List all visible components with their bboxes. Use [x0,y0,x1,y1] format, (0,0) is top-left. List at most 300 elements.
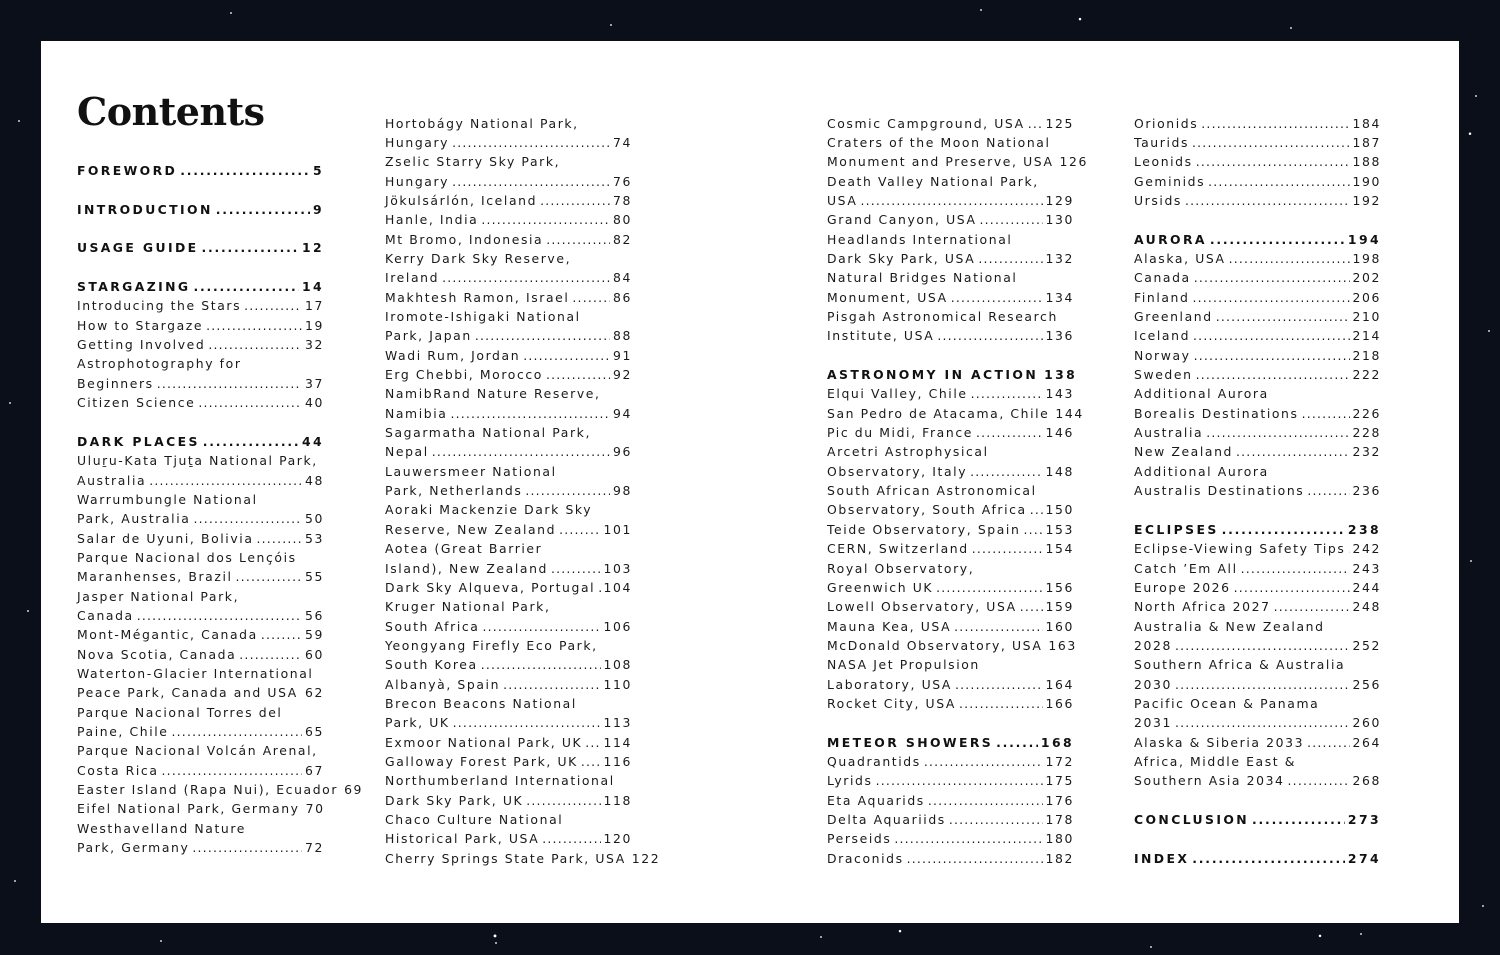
toc-entry-title: Introducing the Stars [77,298,242,314]
toc-entry[interactable] [77,683,324,702]
toc-entry-title: Beginners [77,375,154,391]
page-number: 106 [603,618,632,634]
toc-entry-title: Europe 2026 [1134,579,1231,595]
toc-entry[interactable] [77,645,324,664]
dot-leader [180,161,310,180]
toc-entry[interactable] [827,326,1074,345]
toc-entry[interactable] [1134,481,1381,500]
toc-entry-title: Park, Netherlands [385,483,523,499]
page-number: 178 [1045,811,1074,827]
toc-entry-title: Park, Japan [385,328,472,344]
toc-entry[interactable] [1134,404,1381,423]
toc-entry[interactable] [827,636,1077,655]
toc-entry-title: Rocket City, USA [827,695,957,711]
page-number: 118 [603,792,632,808]
toc-entry[interactable] [385,559,632,578]
dot-leader [1192,288,1349,307]
toc-entry-title: Ireland [385,270,440,286]
toc-entry[interactable] [1134,172,1381,191]
page-number: 238 [1347,521,1381,537]
toc-entry[interactable] [1134,307,1381,326]
toc-entry[interactable] [827,404,1084,423]
dot-leader [970,462,1042,481]
dot-leader [216,200,310,219]
toc-entry[interactable] [385,404,632,423]
toc-entry-title: Southern Asia 2034 [1134,773,1285,789]
dot-leader [452,133,610,152]
page-number: 96 [613,444,632,460]
toc-entry-line: NamibRand Nature Reserve, [385,386,601,402]
toc-entry[interactable] [1134,249,1381,268]
toc-entry[interactable] [827,829,1074,848]
toc-entry-line: NASA Jet Propulsion [827,657,980,673]
toc-entry-title: Island), New Zealand [385,560,548,576]
toc-entry-title: FOREWORD [77,163,178,178]
toc-entry[interactable] [385,326,632,345]
toc-section[interactable] [827,733,1074,752]
toc-entry-line: Waterton-Glacier International [77,665,314,681]
toc-entry-title: INTRODUCTION [77,201,213,217]
toc-entry-title: Park, Germany [77,840,190,856]
toc-entry-title: AURORA [1134,231,1207,247]
toc-entry[interactable] [77,393,324,412]
toc-entry-line: Westhavelland Nature [77,820,247,836]
toc-entry-title: New Zealand [1134,444,1234,460]
toc-entry-title: Observatory, Italy [827,463,968,479]
toc-entry[interactable] [1134,771,1381,790]
dot-leader [523,346,610,365]
page-number: 226 [1352,405,1381,421]
dot-leader [208,335,302,354]
toc-entry-title: Dark Sky Park, USA [827,251,976,266]
dot-leader [1222,520,1345,539]
dot-leader [585,733,600,752]
toc-entry-title: Alaska & Siberia 2033 [1134,734,1305,750]
page-number: 138 [1044,367,1078,383]
toc-spacer [1134,791,1381,810]
toc-entry[interactable] [827,578,1074,597]
toc-section[interactable] [1134,520,1381,539]
toc-section[interactable] [77,161,324,180]
dot-leader [1206,423,1349,442]
page-number: 232 [1352,444,1381,460]
toc-entry-title: Jökulsárlón, Iceland [385,192,538,208]
toc-entry[interactable] [827,849,1074,868]
page-number: 144 [1055,405,1084,421]
toc-entry[interactable] [77,471,324,490]
page-number: 222 [1352,367,1381,383]
toc-section[interactable] [77,277,324,296]
toc-entry[interactable] [385,133,632,152]
toc-entry[interactable] [77,625,324,644]
page-number: 188 [1352,154,1381,170]
toc-entry[interactable] [1134,365,1381,384]
toc-entry-title: CONCLUSION [1134,811,1250,827]
dot-leader [432,442,610,461]
dot-leader [949,810,1043,829]
toc-entry-title: Makhtesh Ramon, Israel [385,289,570,305]
toc-entry[interactable] [1134,326,1381,345]
page-number: 104 [603,579,632,595]
toc-entry-title: Taurids [1134,134,1190,150]
toc-entry[interactable] [385,617,632,636]
page-number: 84 [613,270,632,286]
dot-leader [137,606,302,625]
page-number: 101 [603,521,632,537]
dot-leader [1194,268,1350,287]
toc-entry[interactable] [827,752,1074,771]
dot-leader [1201,114,1349,133]
toc-entry[interactable] [827,810,1074,829]
page-number: 168 [1040,734,1074,750]
page-number: 218 [1352,347,1381,363]
toc-entry[interactable] [1134,559,1381,578]
toc-entry[interactable] [1134,152,1381,171]
toc-section[interactable] [1134,810,1381,829]
toc-entry-line: Royal Observatory, [827,560,975,576]
toc-entry-title: Catch ’Em All [1134,560,1238,576]
toc-entry-line: Parque Nacional Volcán Arenal, [77,743,318,759]
dot-leader [542,829,600,848]
page-number: 143 [1045,386,1074,402]
toc-entry[interactable] [77,335,324,354]
dot-leader [1208,172,1349,191]
toc-entry[interactable] [385,578,632,597]
page-number: 113 [603,715,632,731]
toc-entry[interactable] [1134,346,1381,365]
dot-leader [244,296,302,315]
toc-entry[interactable] [827,597,1074,616]
page-number: 40 [305,395,324,411]
page-number: 116 [603,753,632,769]
toc-entry[interactable] [1134,636,1381,655]
dot-leader [442,268,610,287]
toc-entry[interactable] [827,675,1074,694]
dot-leader [450,404,610,423]
toc-entry[interactable] [1134,597,1381,616]
toc-entry[interactable] [385,752,632,771]
page-number: 103 [603,560,632,576]
toc-entry-title: Mauna Kea, USA [827,618,952,634]
dot-leader [198,393,302,412]
page-number: 80 [613,212,632,228]
page-number: 146 [1045,425,1074,441]
toc-entry[interactable] [827,210,1074,229]
toc-entry-title: Canada [77,607,134,623]
toc-entry-title: Wadi Rum, Jordan [385,347,521,363]
toc-entry[interactable] [1134,442,1381,461]
dot-leader [1307,481,1349,500]
toc-entry-line: Brecon Beacons National [385,695,577,711]
toc-entry-title: 2030 [1134,676,1172,692]
dot-leader [239,645,302,664]
toc-entry-title: Alaska, USA [1134,251,1226,266]
toc-entry-title: Namibia [385,405,448,421]
dot-leader [172,722,303,741]
page-number: 187 [1352,134,1381,150]
toc-entry[interactable] [385,481,632,500]
toc-entry[interactable] [77,296,324,315]
toc-entry[interactable] [827,423,1074,442]
page-number: 60 [305,646,324,662]
toc-entry[interactable] [385,191,632,210]
toc-entry[interactable] [827,791,1074,810]
toc-entry-title: Eclipse-Viewing Safety Tips [1134,541,1346,557]
dot-leader [206,316,302,335]
toc-entry[interactable] [827,617,1074,636]
page-number: 236 [1352,483,1381,499]
page-number: 164 [1045,676,1074,692]
page-number: 268 [1352,773,1381,789]
dot-leader [1196,365,1350,384]
toc-spacer [77,180,324,199]
dot-leader [860,191,1042,210]
toc-entry-title: Galloway Forest Park, UK [385,753,578,769]
page-number: 78 [613,192,632,208]
toc-entry[interactable] [385,655,632,674]
toc-entry[interactable] [827,249,1074,268]
toc-entry-title: Greenwich UK [827,579,934,595]
toc-entry[interactable] [385,849,661,868]
toc-entry[interactable] [827,288,1074,307]
toc-entry-title: Erg Chebbi, Morocco [385,367,543,383]
dot-leader [1192,849,1345,868]
toc-entry-line: Northumberland International [385,773,615,789]
toc-spacer [827,346,1074,365]
page-number: 134 [1045,289,1074,305]
page-number: 273 [1347,811,1381,827]
toc-section[interactable] [77,200,324,219]
dot-leader [1023,520,1042,539]
page-number: 50 [305,511,324,527]
toc-entry[interactable] [1134,675,1381,694]
dot-leader [157,374,302,393]
toc-spacer [1134,210,1381,229]
toc-entry[interactable] [1134,133,1381,152]
page-number: 194 [1347,231,1381,247]
toc-entry[interactable] [385,210,632,229]
page-number: 274 [1347,850,1381,866]
toc-entry-line: Sagarmatha National Park, [385,425,591,441]
toc-entry[interactable] [1134,191,1381,210]
toc-spacer [77,219,324,238]
toc-entry-title: Observatory, South Africa [827,502,1027,518]
page-number: 129 [1045,192,1074,208]
dot-leader [202,238,299,257]
page-number: 14 [301,279,324,295]
toc-entry[interactable] [77,529,324,548]
toc-entry-title: STARGAZING [77,279,191,295]
toc-entry[interactable] [385,442,632,461]
toc-entry-title: Hanle, India [385,212,479,228]
page-number: 132 [1045,251,1074,266]
toc-entry[interactable] [77,722,324,741]
toc-column-2 [385,114,661,868]
toc-entry[interactable] [385,829,632,848]
toc-entry[interactable] [385,713,632,732]
page-number: 76 [613,173,632,189]
toc-entry[interactable] [385,346,632,365]
toc-entry[interactable] [827,539,1074,558]
page-number: 243 [1352,560,1381,576]
dot-leader [1216,307,1350,326]
page-number: 190 [1352,173,1381,189]
toc-section[interactable] [827,365,1078,384]
toc-entry[interactable] [385,791,632,810]
dot-leader [261,625,302,644]
toc-entry-title: South Korea [385,657,478,673]
toc-entry-title: Park, Australia [77,511,191,527]
page-number: 242 [1352,541,1381,557]
page-number: 260 [1352,715,1381,731]
dot-leader [1193,326,1350,345]
toc-entry-title: Paine, Chile [77,723,169,739]
toc-section[interactable] [77,432,324,451]
toc-entry-title: ASTRONOMY IN ACTION [827,367,1039,383]
dot-leader [525,481,610,500]
toc-entry-title: Ursids [1134,192,1182,208]
dot-leader [192,838,302,857]
contents-page [41,41,1459,923]
page-number: 154 [1045,541,1074,557]
page-number: 88 [613,328,632,344]
page-number: 91 [613,347,632,363]
toc-entry[interactable] [1134,578,1381,597]
toc-entry[interactable] [1134,539,1381,558]
toc-entry-line: Zselic Starry Sky Park, [385,154,561,170]
toc-entry-title: USAGE GUIDE [77,240,199,256]
toc-entry[interactable] [77,780,364,799]
toc-entry[interactable] [385,733,632,752]
toc-entry-line: Africa, Middle East & [1134,753,1297,769]
toc-entry[interactable] [1134,114,1381,133]
toc-entry[interactable] [77,799,324,818]
page-number: 94 [613,405,632,421]
page-number: 130 [1045,212,1074,228]
toc-entry[interactable] [827,500,1074,519]
toc-spacer [1134,829,1381,848]
toc-entry[interactable] [827,384,1074,403]
page-number: 12 [301,240,324,256]
toc-entry-title: Grand Canyon, USA [827,212,977,228]
toc-entry[interactable] [77,509,324,528]
page-number: 198 [1352,251,1381,266]
toc-entry-title: DARK PLACES [77,433,200,449]
toc-entry[interactable] [827,694,1074,713]
toc-entry-title: Australis Destinations [1134,483,1305,499]
toc-entry-title: Australia [77,472,147,488]
dot-leader [551,559,601,578]
toc-entry[interactable] [385,365,632,384]
toc-entry[interactable] [827,152,1088,171]
toc-entry-line: Australia & New Zealand [1134,618,1325,634]
toc-entry[interactable] [1134,288,1381,307]
page-number: 53 [305,530,324,546]
dot-leader [1175,675,1350,694]
toc-entry-title: Mont-Mégantic, Canada [77,627,258,643]
toc-entry[interactable] [1134,423,1381,442]
toc-entry[interactable] [385,520,632,539]
page-title: Contents [77,89,265,134]
toc-entry-title: Cherry Springs State Park, USA [385,850,626,866]
toc-entry-title: Hungary [385,173,450,189]
dot-leader [193,277,299,296]
toc-section[interactable] [1134,849,1381,868]
toc-entry-title: Eifel National Park, Germany [77,801,300,817]
toc-column-4 [1134,114,1381,868]
toc-entry-title: Lowell Observatory, USA [827,599,1017,615]
toc-entry-title: Laboratory, USA [827,676,953,692]
dot-leader [236,567,302,586]
toc-entry[interactable] [77,567,324,586]
toc-entry-title: Maranhenses, Brazil [77,569,233,585]
page-number: 55 [305,569,324,585]
page-number: 228 [1352,425,1381,441]
toc-entry[interactable] [827,520,1074,539]
toc-entry-title: Easter Island (Rapa Nui), Ecuador [77,782,339,797]
toc-entry-title: Norway [1134,347,1191,363]
toc-entry[interactable] [77,761,324,780]
toc-entry-line: Uluṟu-Kata Tjuṯa National Park, [77,453,318,469]
dot-leader [1274,597,1350,616]
dot-leader [1252,810,1345,829]
toc-entry-line: Parque Nacional Torres del [77,704,283,720]
toc-entry[interactable] [385,230,632,249]
toc-entry-line: Pacific Ocean & Panama [1134,695,1320,711]
dot-leader [546,365,610,384]
toc-section[interactable] [77,238,324,257]
toc-entry[interactable] [77,838,324,857]
toc-entry-line: Southern Africa & Australia [1134,657,1346,673]
dot-leader [1236,442,1350,461]
page-number: 9 [312,201,324,217]
toc-section[interactable] [1134,230,1381,249]
page-number: 252 [1352,637,1381,653]
dot-leader [1175,713,1350,732]
toc-entry[interactable] [1134,268,1381,287]
toc-entry[interactable] [1134,733,1381,752]
toc-entry-line: Headlands International [827,231,1013,247]
toc-entry[interactable] [385,172,632,191]
toc-entry[interactable] [77,316,324,335]
toc-entry-title: North Africa 2027 [1134,599,1271,615]
toc-entry[interactable] [827,771,1074,790]
toc-entry[interactable] [827,114,1074,133]
toc-entry-title: Borealis Destinations [1134,405,1299,421]
toc-entry-line: Parque Nacional dos Lençóis [77,549,297,565]
toc-entry[interactable] [77,374,324,393]
toc-entry[interactable] [385,675,632,694]
dot-leader [971,384,1043,403]
dot-leader [1192,133,1350,152]
toc-entry-line: Lauwersmeer National [385,463,557,479]
toc-entry-title: 2028 [1134,637,1172,653]
toc-entry[interactable] [1134,713,1381,732]
page-number: 192 [1352,192,1381,208]
toc-entry-title: Exmoor National Park, UK [385,734,583,750]
toc-entry[interactable] [385,288,632,307]
toc-entry[interactable] [385,268,632,287]
toc-entry-line: Aoraki Mackenzie Dark Sky [385,502,593,518]
toc-entry-title: Lyrids [827,773,873,789]
toc-entry-title: Cosmic Campground, USA [827,115,1025,131]
toc-entry-title: Orionids [1134,115,1199,131]
toc-entry[interactable] [827,462,1074,481]
toc-entry-title: Dark Sky Alqueva, Portugal [385,579,596,595]
toc-entry[interactable] [77,606,324,625]
toc-entry-title: Dark Sky Park, UK [385,792,524,808]
toc-entry[interactable] [827,191,1074,210]
